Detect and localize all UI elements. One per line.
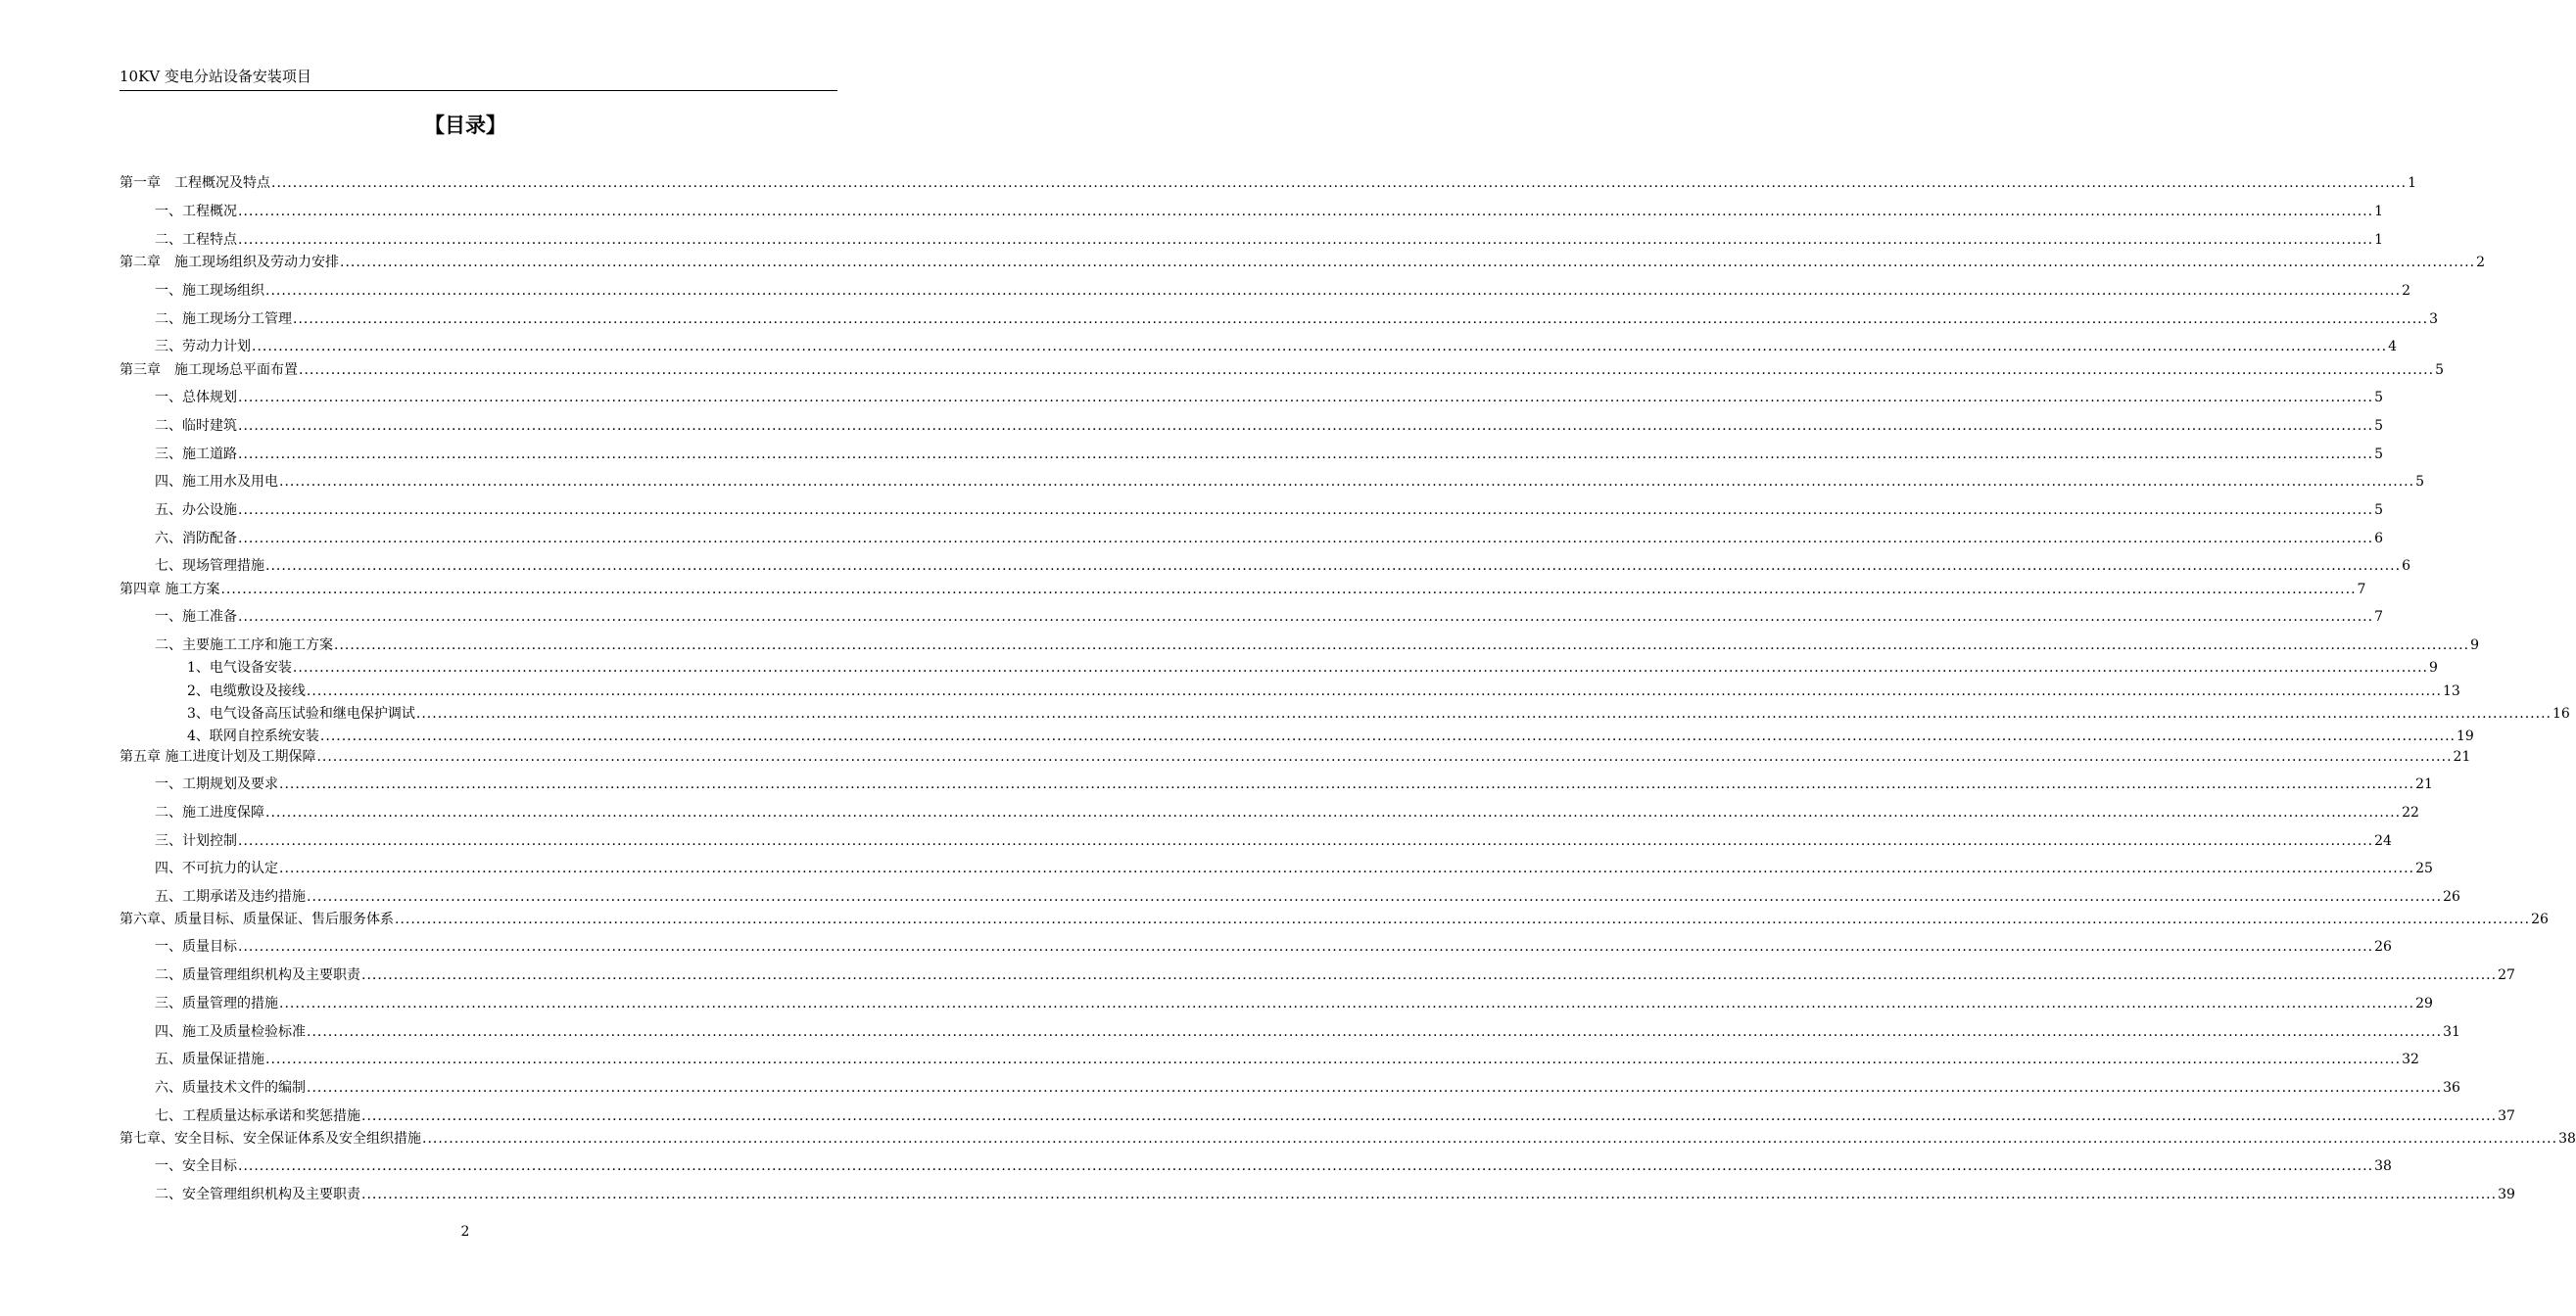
toc-entry-page: 2 [2402, 283, 2410, 299]
toc-dot-leader: ................................................................................................................................................................................................................................................................................................................................................................................................................ [238, 232, 2374, 248]
toc-entry[interactable] [155, 636, 2479, 654]
toc-entry-label: 三、劳动力计划 [155, 339, 251, 354]
toc-dot-leader: ................................................................................................................................................................................................................................................................................................................................................................................................................ [307, 1080, 2443, 1096]
toc-dot-leader: ................................................................................................................................................................................................................................................................................................................................................................................................................ [299, 362, 2435, 378]
toc-entry-label: 第七章、安全目标、安全保证体系及安全组织措施 [119, 1131, 421, 1147]
toc-entry[interactable] [155, 1023, 2460, 1041]
toc-entry-page: 1 [2374, 232, 2383, 248]
toc-entry[interactable] [119, 581, 2366, 598]
toc-dot-leader: ................................................................................................................................................................................................................................................................................................................................................................................................................ [238, 502, 2374, 518]
toc-entry-label: 三、质量管理的措施 [155, 996, 278, 1011]
toc-entry-page: 39 [2498, 1187, 2515, 1202]
toc-dot-leader: ................................................................................................................................................................................................................................................................................................................................................................................................................ [307, 1024, 2443, 1040]
toc-entry-label: 二、安全管理组织机构及主要职责 [155, 1187, 360, 1202]
toc-entry-page: 16 [2552, 706, 2570, 722]
toc-entry-label: 3、电气设备高压试验和继电保护调试 [187, 706, 415, 722]
toc-entry-page: 38 [2558, 1131, 2576, 1147]
toc-dot-leader: ................................................................................................................................................................................................................................................................................................................................................................................................................ [361, 1187, 2498, 1202]
toc-entry[interactable] [155, 776, 2433, 793]
toc-entry-label: 七、工程质量达标承诺和奖惩措施 [155, 1108, 360, 1124]
toc-dot-leader: ................................................................................................................................................................................................................................................................................................................................................................................................................ [265, 283, 2402, 299]
toc-entry[interactable] [155, 310, 2438, 328]
toc-entry-page: 5 [2435, 362, 2444, 378]
toc-entry-page: 37 [2498, 1108, 2515, 1124]
toc-entry-label: 第一章 工程概况及特点 [119, 175, 270, 191]
toc-entry[interactable] [155, 938, 2392, 956]
toc-entry-label: 4、联网自控系统安装 [187, 728, 319, 744]
toc-entry[interactable] [155, 501, 2383, 519]
toc-entry-page: 26 [2374, 939, 2392, 955]
toc-entry[interactable] [155, 1079, 2460, 1097]
toc-entry-label: 第五章 施工进度计划及工期保障 [119, 749, 316, 765]
toc-entry[interactable] [187, 659, 2438, 677]
toc-entry-label: 2、电缆敷设及接线 [187, 683, 306, 699]
toc-entry[interactable] [155, 1107, 2515, 1125]
toc-dot-leader: ................................................................................................................................................................................................................................................................................................................................................................................................................ [265, 1052, 2402, 1067]
toc-dot-leader: ................................................................................................................................................................................................................................................................................................................................................................................................................ [238, 446, 2374, 462]
toc-dot-leader: ................................................................................................................................................................................................................................................................................................................................................................................................................ [292, 660, 2428, 676]
toc-dot-leader: ................................................................................................................................................................................................................................................................................................................................................................................................................ [238, 204, 2374, 219]
toc-entry[interactable] [155, 995, 2433, 1012]
toc-dot-leader: ................................................................................................................................................................................................................................................................................................................................................................................................................ [238, 1158, 2374, 1174]
toc-entry-label: 一、施工现场组织 [155, 283, 264, 299]
toc-entry-label: 一、工程概况 [155, 204, 237, 219]
toc-entry-label: 二、施工现场分工管理 [155, 311, 292, 327]
toc-entry[interactable] [155, 1157, 2392, 1175]
toc-entry-page: 9 [2429, 660, 2438, 676]
toc-entry-page: 21 [2453, 749, 2471, 765]
toc-entry-page: 21 [2415, 776, 2433, 792]
toc-entry[interactable] [155, 557, 2410, 575]
toc-dot-leader: ................................................................................................................................................................................................................................................................................................................................................................................................................ [395, 912, 2531, 927]
toc-entry[interactable] [119, 254, 2485, 271]
toc-entry[interactable] [119, 361, 2444, 379]
toc-entry-label: 一、质量目标 [155, 939, 237, 955]
toc-entry-label: 五、办公设施 [155, 502, 237, 518]
toc-entry-label: 二、工程特点 [155, 232, 237, 248]
toc-entry-page: 4 [2388, 339, 2397, 354]
toc-entry-label: 五、工期承诺及违约措施 [155, 889, 306, 905]
toc-dot-leader: ................................................................................................................................................................................................................................................................................................................................................................................................................ [271, 175, 2408, 191]
toc-entry-page: 32 [2402, 1052, 2419, 1067]
toc-entry-label: 第二章 施工现场组织及劳动力安排 [119, 255, 339, 270]
toc-dot-leader: ................................................................................................................................................................................................................................................................................................................................................................................................................ [238, 939, 2374, 955]
toc-entry-label: 一、总体规划 [155, 390, 237, 405]
toc-entry-label: 1、电气设备安装 [187, 660, 292, 676]
toc-dot-leader: ................................................................................................................................................................................................................................................................................................................................................................................................................ [265, 558, 2402, 574]
toc-entry-label: 二、主要施工工序和施工方案 [155, 637, 333, 653]
toc-dot-leader: ................................................................................................................................................................................................................................................................................................................................................................................................................ [319, 728, 2456, 744]
toc-dot-leader: ................................................................................................................................................................................................................................................................................................................................................................................................................ [265, 805, 2402, 821]
toc-entry[interactable] [155, 417, 2383, 435]
toc-entry-label: 二、施工进度保障 [155, 805, 264, 821]
toc-dot-leader: ................................................................................................................................................................................................................................................................................................................................................................................................................ [220, 582, 2357, 597]
toc-entry-label: 二、临时建筑 [155, 418, 237, 434]
toc-entry[interactable] [155, 203, 2383, 220]
toc-entry-label: 第三章 施工现场总平面布置 [119, 362, 298, 378]
toc-dot-leader: ................................................................................................................................................................................................................................................................................................................................................................................................................ [361, 967, 2498, 983]
toc-entry-label: 三、计划控制 [155, 833, 237, 849]
toc-entry-page: 9 [2470, 637, 2479, 653]
toc-entry-page: 7 [2357, 582, 2366, 597]
toc-title: 【目录】 [424, 114, 506, 137]
toc-entry-label: 一、工期规划及要求 [155, 776, 278, 792]
toc-entry-page: 1 [2408, 175, 2416, 191]
toc-entry-page: 26 [2443, 889, 2460, 905]
toc-entry-page: 25 [2415, 861, 2433, 876]
page-number: 2 [460, 1224, 470, 1240]
header-title: 10KV 变电分站设备安装项目 [119, 68, 311, 85]
toc-entry[interactable] [155, 530, 2383, 547]
toc-entry[interactable] [155, 888, 2460, 906]
toc-entry[interactable] [155, 282, 2410, 300]
toc-dot-leader: ................................................................................................................................................................................................................................................................................................................................................................................................................ [340, 255, 2476, 270]
toc-entry-page: 36 [2443, 1080, 2460, 1096]
toc-entry[interactable] [155, 860, 2433, 877]
toc-dot-leader: ................................................................................................................................................................................................................................................................................................................................................................................................................ [361, 1108, 2498, 1124]
toc-entry-page: 3 [2429, 311, 2438, 327]
toc-dot-leader: ................................................................................................................................................................................................................................................................................................................................................................................................................ [307, 889, 2443, 905]
toc-entry[interactable] [155, 608, 2383, 626]
toc-entry-page: 38 [2374, 1158, 2392, 1174]
toc-entry-label: 五、质量保证措施 [155, 1052, 264, 1067]
toc-dot-leader: ................................................................................................................................................................................................................................................................................................................................................................................................................ [422, 1131, 2558, 1147]
toc-dot-leader: ................................................................................................................................................................................................................................................................................................................................................................................................................ [279, 474, 2415, 490]
toc-entry-label: 一、安全目标 [155, 1158, 237, 1174]
toc-entry-page: 31 [2443, 1024, 2460, 1040]
toc-entry-page: 22 [2402, 805, 2419, 821]
toc-dot-leader: ................................................................................................................................................................................................................................................................................................................................................................................................................ [306, 683, 2442, 699]
toc-entry-page: 5 [2374, 446, 2383, 462]
toc-entry-label: 第四章 施工方案 [119, 582, 220, 597]
toc-entry[interactable] [187, 682, 2460, 700]
toc-entry-page: 27 [2498, 967, 2515, 983]
toc-dot-leader: ................................................................................................................................................................................................................................................................................................................................................................................................................ [279, 776, 2415, 792]
toc-entry[interactable] [155, 231, 2383, 249]
toc-entry-page: 26 [2531, 912, 2549, 927]
toc-entry-page: 1 [2374, 204, 2383, 219]
toc-entry-page: 7 [2374, 609, 2383, 625]
toc-entry-page: 19 [2457, 728, 2474, 744]
toc-entry[interactable] [155, 1051, 2419, 1068]
toc-entry[interactable] [155, 473, 2424, 491]
toc-entry-label: 六、质量技术文件的编制 [155, 1080, 306, 1096]
toc-entry[interactable] [187, 705, 2570, 723]
toc-entry-page: 6 [2402, 558, 2410, 574]
toc-entry-label: 三、施工道路 [155, 446, 237, 462]
toc-dot-leader: ................................................................................................................................................................................................................................................................................................................................................................................................................ [316, 749, 2453, 765]
toc-entry[interactable] [119, 748, 2471, 766]
toc-entry[interactable] [155, 804, 2419, 822]
toc-entry-page: 6 [2374, 531, 2383, 546]
toc-entry[interactable] [155, 389, 2383, 406]
toc-entry[interactable] [119, 174, 2416, 192]
toc-dot-leader: ................................................................................................................................................................................................................................................................................................................................................................................................................ [238, 418, 2374, 434]
toc-entry-label: 一、施工准备 [155, 609, 237, 625]
toc-entry-label: 七、现场管理措施 [155, 558, 264, 574]
toc-entry[interactable] [155, 446, 2383, 463]
toc-entry[interactable] [155, 338, 2397, 355]
toc-entry-label: 四、施工及质量检验标准 [155, 1024, 306, 1040]
toc-entry-label: 二、质量管理组织机构及主要职责 [155, 967, 360, 983]
toc-entry-page: 5 [2374, 502, 2383, 518]
toc-entry-label: 第六章、质量目标、质量保证、售后服务体系 [119, 912, 394, 927]
toc-entry-page: 29 [2415, 996, 2433, 1011]
toc-entry-page: 5 [2374, 390, 2383, 405]
toc-entry[interactable] [119, 911, 2549, 928]
toc-entry[interactable] [155, 832, 2392, 850]
toc-entry-label: 四、施工用水及用电 [155, 474, 278, 490]
toc-entry-page: 24 [2374, 833, 2392, 849]
toc-entry-page: 5 [2374, 418, 2383, 434]
toc-entry[interactable] [155, 966, 2515, 984]
toc-dot-leader: ................................................................................................................................................................................................................................................................................................................................................................................................................ [334, 637, 2470, 653]
toc-dot-leader: ................................................................................................................................................................................................................................................................................................................................................................................................................ [293, 311, 2429, 327]
toc-dot-leader: ................................................................................................................................................................................................................................................................................................................................................................................................................ [252, 339, 2388, 354]
toc-entry-label: 六、消防配备 [155, 531, 237, 546]
toc-entry[interactable] [187, 728, 2474, 745]
toc-dot-leader: ................................................................................................................................................................................................................................................................................................................................................................................................................ [238, 390, 2374, 405]
toc-dot-leader: ................................................................................................................................................................................................................................................................................................................................................................................................................ [238, 609, 2374, 625]
toc-dot-leader: ................................................................................................................................................................................................................................................................................................................................................................................................................ [279, 996, 2415, 1011]
toc-dot-leader: ................................................................................................................................................................................................................................................................................................................................................................................................................ [279, 861, 2415, 876]
toc-entry[interactable] [119, 1130, 2576, 1148]
toc-entry-page: 13 [2443, 683, 2460, 699]
toc-entry-page: 5 [2415, 474, 2424, 490]
toc-entry[interactable] [155, 1186, 2515, 1203]
toc-entry-page: 2 [2476, 255, 2485, 270]
toc-dot-leader: ................................................................................................................................................................................................................................................................................................................................................................................................................ [415, 706, 2552, 722]
toc-dot-leader: ................................................................................................................................................................................................................................................................................................................................................................................................................ [238, 833, 2374, 849]
toc-entry-label: 四、不可抗力的认定 [155, 861, 278, 876]
toc-dot-leader: ................................................................................................................................................................................................................................................................................................................................................................................................................ [238, 531, 2374, 546]
